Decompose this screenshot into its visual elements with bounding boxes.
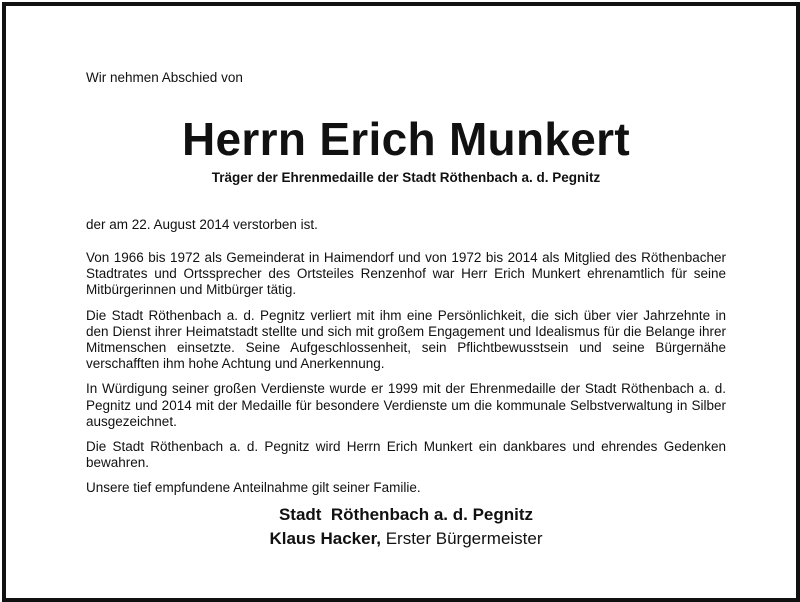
paragraph: In Würdigung seiner großen Verdienste wurde er 1999 mit der Ehrenmedaille der Stadt Röthenbach a. d. Pegnitz und 2014 mit der Medaille für besondere Verdienste um die kommunale Selbstverwaltung in Silber ausgezeichnet.	[86, 381, 726, 429]
paragraph: Unsere tief empfundene Anteilnahme gilt seiner Familie.	[86, 480, 421, 496]
honor-subtitle: Träger der Ehrenmedaille der Stadt Röthenbach a. d. Pegnitz	[211, 170, 601, 185]
signature-block	[86, 503, 726, 551]
signature-city: Stadt Röthenbach a. d. Pegnitz	[278, 505, 534, 524]
paragraph: Von 1966 bis 1972 als Gemeinderat in Haimendorf und von 1972 bis 2014 als Mitglied des Röthenbacher Stadtrates und Ortssprecher des Ortsteiles Renzenhof war Herr Erich Munkert ehrenamtlich für seine Mitbürgerinnen und Mitbürger tätig.	[86, 250, 726, 298]
date-line: der am 22. August 2014 verstorben ist.	[86, 217, 318, 232]
deceased-name: Herrn Erich Munkert	[182, 113, 630, 165]
notice-border	[2, 2, 800, 602]
signature-title: Erster Bürgermeister	[385, 529, 543, 548]
body-paragraphs	[86, 250, 726, 506]
signature-person	[86, 527, 726, 551]
paragraph: Die Stadt Röthenbach a. d. Pegnitz verliert mit ihm eine Persönlichkeit, die sich über vier Jahrzehnte in den Dienst ihrer Heimatstadt stellte und sich mit großem Engagement und Idealismus für die Belange ihrer Mitmenschen einsetzte. Seine Aufgeschlossenheit, sein Pflichtbewusstsein und seine Bürgernähe verschafften ihm hohe Achtung und Anerkennung.	[86, 307, 726, 372]
intro-text: Wir nehmen Abschied von	[86, 70, 243, 85]
paragraph: Die Stadt Röthenbach a. d. Pegnitz wird Herrn Erich Munkert ein dankbares und ehrendes Gedenken bewahren.	[86, 439, 726, 471]
signature-name: Klaus Hacker,	[269, 529, 381, 548]
